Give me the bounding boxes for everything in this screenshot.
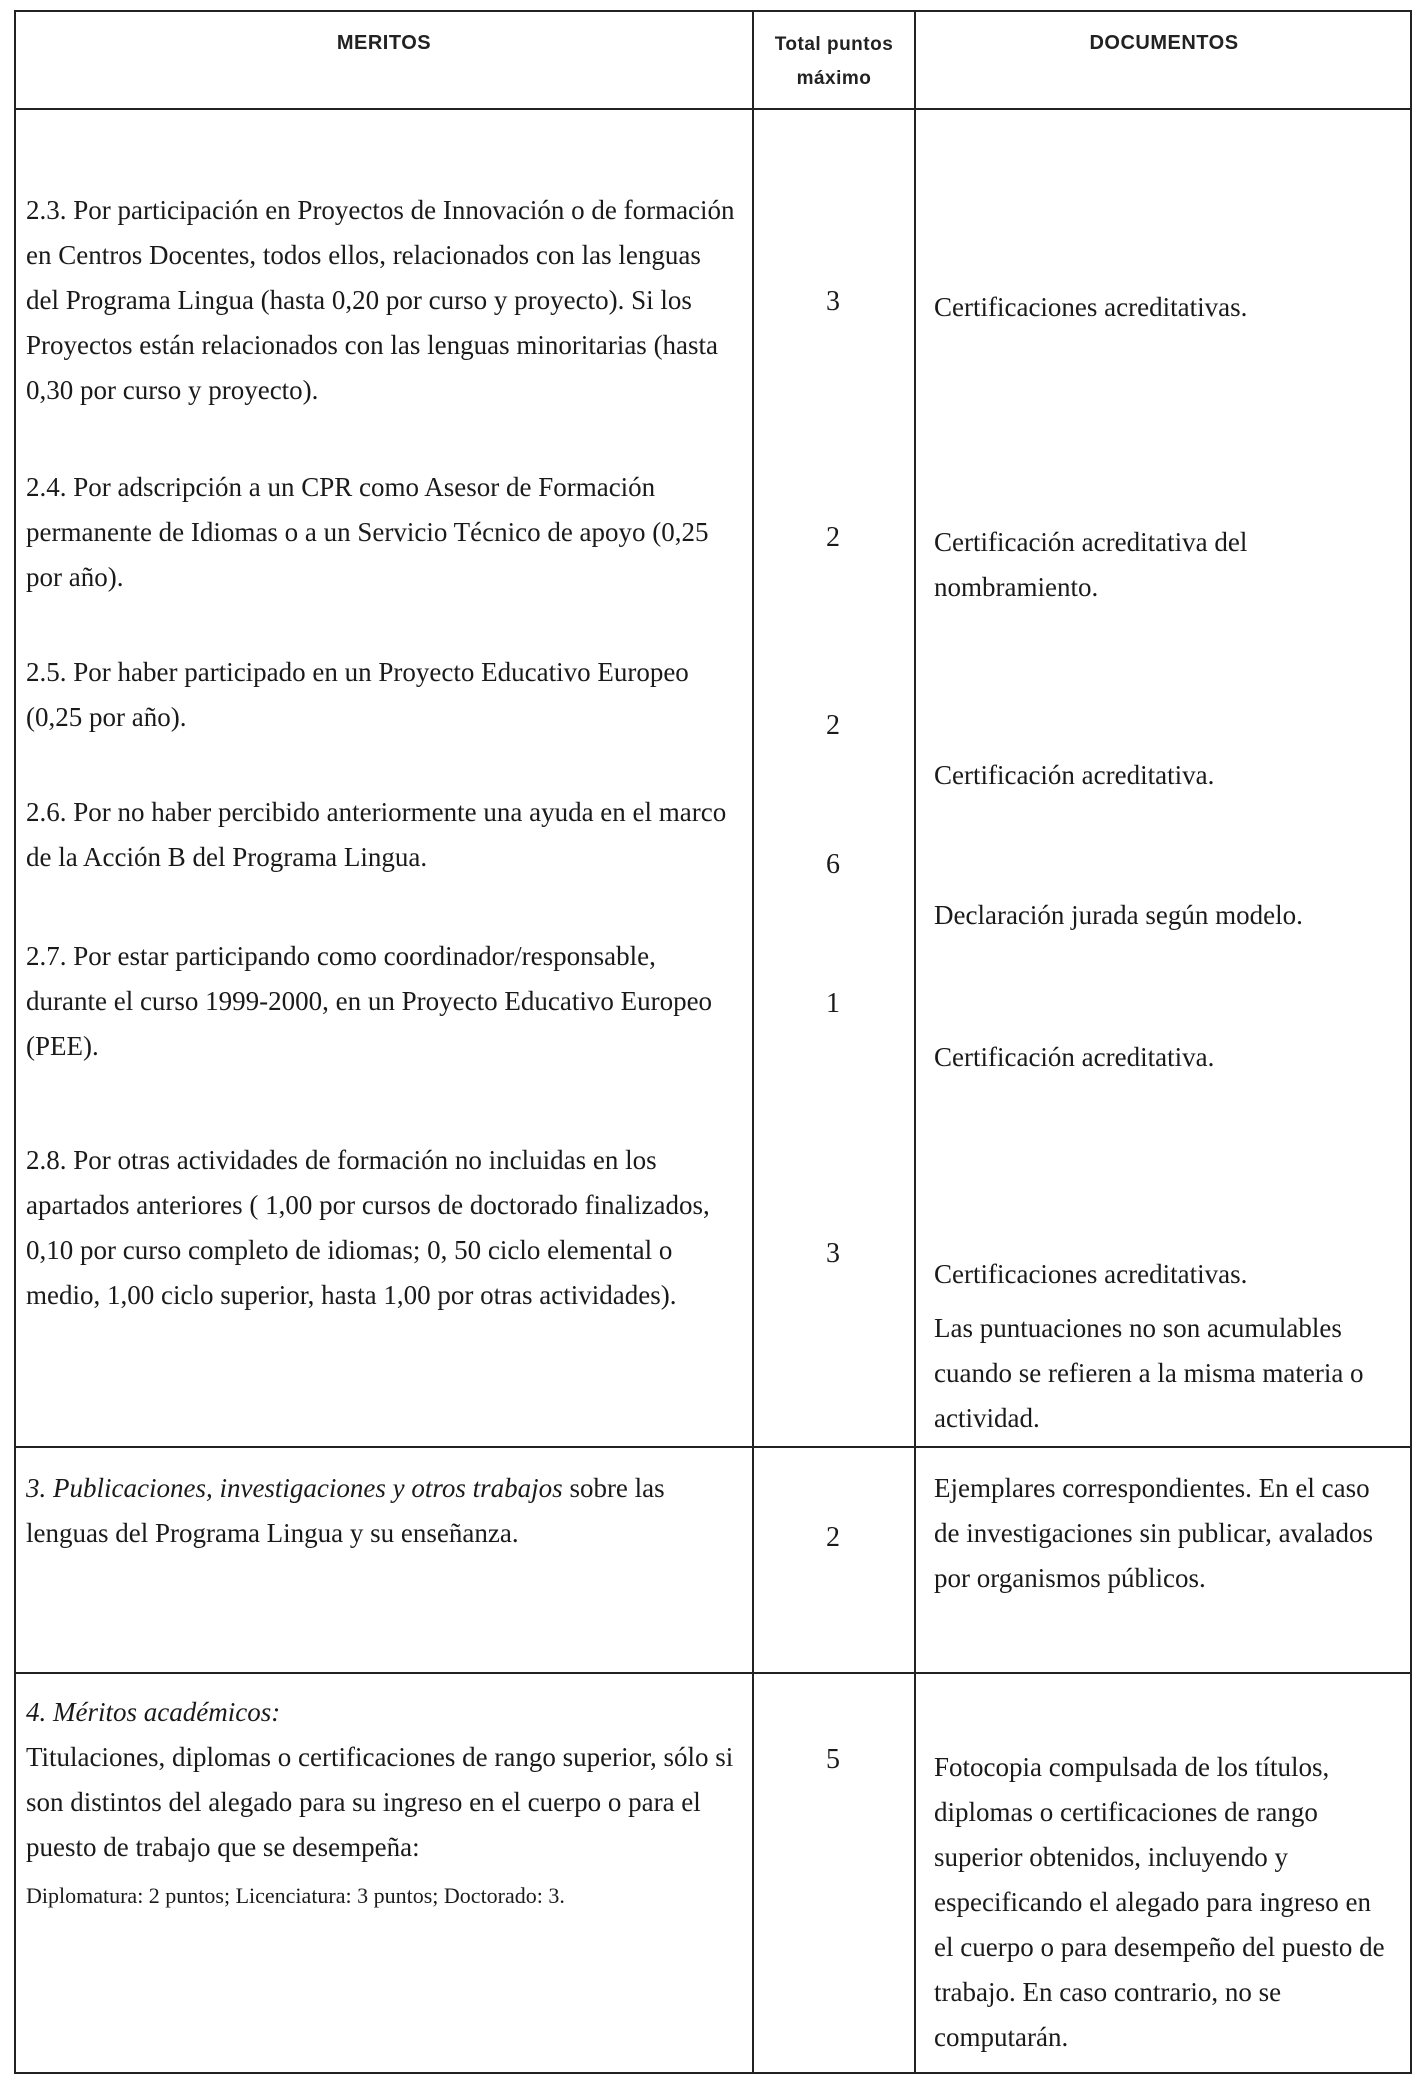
- header-documents: DOCUMENTOS: [1089, 32, 1239, 54]
- document-2-6: Declaración jurada según modelo.: [934, 900, 1303, 930]
- header-points-line2: máximo: [796, 68, 872, 89]
- points-2-5: 2: [826, 710, 840, 741]
- merit-3-rest: sobre las lenguas del Programa Lingua y su enseñanza.: [26, 1473, 665, 1548]
- row-divider-4: [14, 1672, 1412, 1674]
- document-2-4: Certificación acreditativa del nombramiento.: [934, 527, 1248, 602]
- document-4: Fotocopia compulsada de los títulos, diplomas o certificaciones de rango superior obtenidos, incluyendo y especificando el alegado para ingreso en el cuerpo o para desempeño del puesto de trabajo. En caso contrario, no se computarán.: [934, 1752, 1385, 2052]
- document-2-8: Certificaciones acreditativas.: [934, 1259, 1248, 1289]
- merit-4-title: 4. Méritos académicos:: [26, 1697, 281, 1727]
- points-4: 5: [826, 1744, 840, 1775]
- column-divider-1: [752, 10, 754, 2074]
- column-divider-2: [914, 10, 916, 2074]
- merit-2-6: 2.6. Por no haber percibido anteriormente una ayuda en el marco de la Acción B del Programa Lingua.: [26, 797, 727, 872]
- document-2-7: Certificación acreditativa.: [934, 1042, 1215, 1072]
- merit-2-7: 2.7. Por estar participando como coordinador/responsable, durante el curso 1999-2000, en un Proyecto Educativo Europeo (PEE).: [26, 941, 713, 1061]
- header-points-line1: Total puntos: [774, 34, 894, 55]
- merit-2-3: 2.3. Por participación en Proyectos de Innovación o de formación en Centros Docentes, todos ellos, relacionados con las lenguas del Programa Lingua (hasta 0,20 por curso y proyecto). Si los Proyectos están relacionados con las lenguas minoritarias (hasta 0,30 por curso y proyecto).: [26, 195, 735, 405]
- document-2-3: Certificaciones acreditativas.: [934, 292, 1248, 322]
- merit-2-5: 2.5. Por haber participado en un Proyecto Educativo Europeo (0,25 por año).: [26, 657, 689, 732]
- points-2-4: 2: [826, 522, 840, 553]
- header-divider: [14, 108, 1412, 110]
- points-2-3: 3: [826, 286, 840, 317]
- merit-3-title: 3. Publicaciones, investigaciones y otros trabajos: [26, 1473, 563, 1503]
- merit-4-detail: Diplomatura: 2 puntos; Licenciatura: 3 puntos; Doctorado: 3.: [26, 1883, 565, 1908]
- note-2-8: Las puntuaciones no son acumulables cuando se refieren a la misma materia o actividad.: [934, 1313, 1364, 1433]
- points-2-8: 3: [826, 1238, 840, 1269]
- points-2-7: 1: [826, 988, 840, 1019]
- merit-4: Titulaciones, diplomas o certificaciones de rango superior, sólo si son distintos del alegado para su ingreso en el cuerpo o para el puesto de trabajo que se desempeña:: [26, 1742, 734, 1862]
- row-divider-3: [14, 1446, 1412, 1448]
- merit-2-8: 2.8. Por otras actividades de formación no incluidas en los apartados anteriores ( 1,00 por cursos de doctorado finalizados, 0,10 por curso completo de idiomas; 0, 50 ciclo elemental o medio, 1,00 ciclo superior, hasta 1,00 por otras actividades).: [26, 1145, 710, 1310]
- merit-3: [26, 1466, 738, 1556]
- document-3: Ejemplares correspondientes. En el caso de investigaciones sin publicar, avalados por organismos públicos.: [934, 1473, 1374, 1593]
- points-3: 2: [826, 1522, 840, 1553]
- header-merits: MERITOS: [336, 32, 432, 54]
- document-2-5: Certificación acreditativa.: [934, 760, 1215, 790]
- merit-2-4: 2.4. Por adscripción a un CPR como Asesor de Formación permanente de Idiomas o a un Servicio Técnico de apoyo (0,25 por año).: [26, 472, 709, 592]
- points-2-6: 6: [826, 849, 840, 880]
